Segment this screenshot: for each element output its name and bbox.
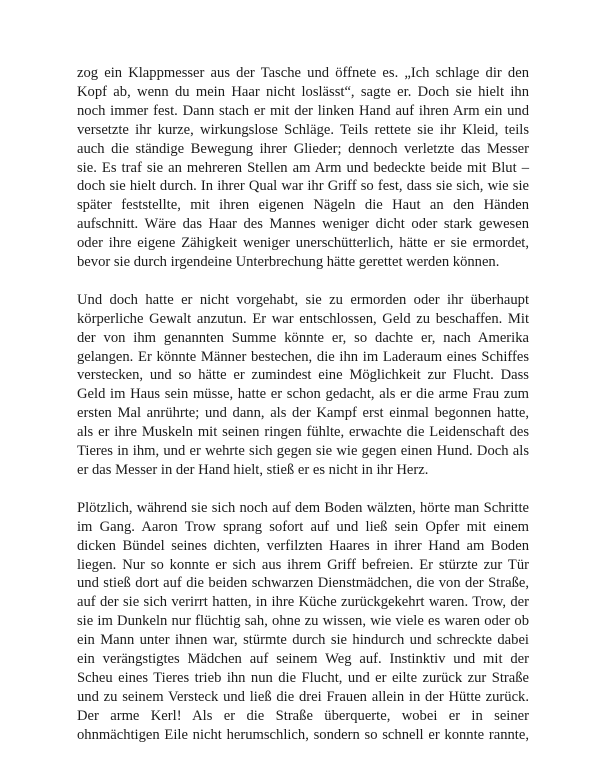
text-line: und stieß dort auf die beiden schwarzen Dienstmädchen, die von der Straße, xyxy=(77,575,529,592)
text-line: Und doch hatte er nicht vorgehabt, sie zu ermorden oder ihr überhaupt xyxy=(77,291,529,308)
text-line: auf der sie sich verirrt hatten, in ihre Küche zurückgekehrt waren. Trow, der xyxy=(77,594,529,611)
text-line: aufschnitt. Wäre das Haar des Mannes weniger dicht oder stark gewesen xyxy=(77,216,529,233)
text-line: sie im Dunkeln nur flüchtig sah, ohne zu wissen, wie viele es waren oder ob xyxy=(77,613,529,630)
text-line: der von ihm genannten Summe könnte er, so dachte er, nach Amerika xyxy=(77,329,529,346)
text-line: er das Messer in der Hand hielt, stieß er es nicht in ihr Herz. xyxy=(77,462,429,479)
text-line: Tieres in ihm, und er wehrte sich gegen sie wie gegen einen Hund. Doch als xyxy=(77,443,529,460)
text-line: liegen. Nur so konnte er sich aus ihrem Griff befreien. Er stürzte zur Tür xyxy=(77,556,529,573)
text-line: oder ihre eigene Zähigkeit weniger unerschütterlich, hätte er sie ermordet, xyxy=(77,235,529,252)
text-line: körperliche Gewalt anzutun. Er war entschlossen, Geld zu beschaffen. Mit xyxy=(77,310,529,327)
paragraph-2 xyxy=(77,291,529,480)
text-line: ohnmächtigen Eile nicht herumschlich, sondern so schnell er konnte rannte, xyxy=(77,726,529,743)
text-line: noch immer fest. Dann stach er mit der linken Hand auf ihren Arm ein und xyxy=(77,102,529,119)
text-line: versetzte ihr kurze, wirkungslose Schläge. Teils rettete sie ihr Kleid, teils xyxy=(77,121,529,138)
text-line: später feststellte, mit ihren eigenen Nägeln die Haut an den Händen xyxy=(77,197,529,214)
text-line: ersten Mal anrührte; und dann, als der Kampf erst einmal begonnen hatte, xyxy=(77,405,529,422)
text-line: Der arme Kerl! Als er die Straße überquerte, wobei er in seiner xyxy=(77,707,529,724)
text-line: als er ihre Muskeln mit seinen ringen fühlte, erwachte die Leidenschaft des xyxy=(77,424,529,441)
text-line: sie. Es traf sie an mehreren Stellen am Arm und bedeckte beide mit Blut – xyxy=(77,159,529,176)
text-line: Scheu eines Tieres trieb ihn nun die Flucht, und er eilte zurück zur Straße xyxy=(77,669,529,686)
document-page xyxy=(77,64,529,745)
text-line: gelangen. Er könnte Männer bestechen, die ihn im Laderaum eines Schiffes xyxy=(77,348,529,365)
text-line: dicken Bündel seines dichten, verfilzten Haares in ihrer Hand am Boden xyxy=(77,537,529,554)
text-line: zog ein Klappmesser aus der Tasche und öffnete es. „Ich schlage dir den xyxy=(77,65,529,81)
text-line: im Gang. Aaron Trow sprang sofort auf und ließ sein Opfer mit einem xyxy=(77,518,529,535)
text-line: Plötzlich, während sie sich noch auf dem Boden wälzten, hörte man Schritte xyxy=(77,499,529,516)
text-line: ein Mann unter ihnen war, stürmte durch sie hindurch und schreckte dabei xyxy=(77,632,529,649)
paragraph-1 xyxy=(77,64,529,272)
text-line: doch sie hielt durch. In ihrer Qual war ihr Griff so fest, dass sie sich, wie sie xyxy=(77,178,529,195)
text-line: Geld im Haus sein müsse, hatte er schon gedacht, als er die arme Frau zum xyxy=(77,386,529,403)
text-line: ein verängstigtes Mädchen auf seinem Weg auf. Instinktiv und mit der xyxy=(77,651,529,668)
text-line: und zu seinem Versteck und ließ die drei Frauen allein in der Hütte zurück. xyxy=(77,688,529,705)
paragraph-3 xyxy=(77,499,529,745)
text-line: bevor sie durch irgendeine Unterbrechung hätte gerettet werden können. xyxy=(77,254,500,271)
text-line: Kopf ab, wenn du mein Haar nicht loslässt“, sagte er. Doch sie hielt ihn xyxy=(77,83,529,100)
text-line: auch die ständige Bewegung ihrer Glieder; dennoch verletzte das Messer xyxy=(77,140,529,157)
text-line: verstecken, und so hätte er zumindest eine Möglichkeit zur Flucht. Dass xyxy=(77,367,529,384)
